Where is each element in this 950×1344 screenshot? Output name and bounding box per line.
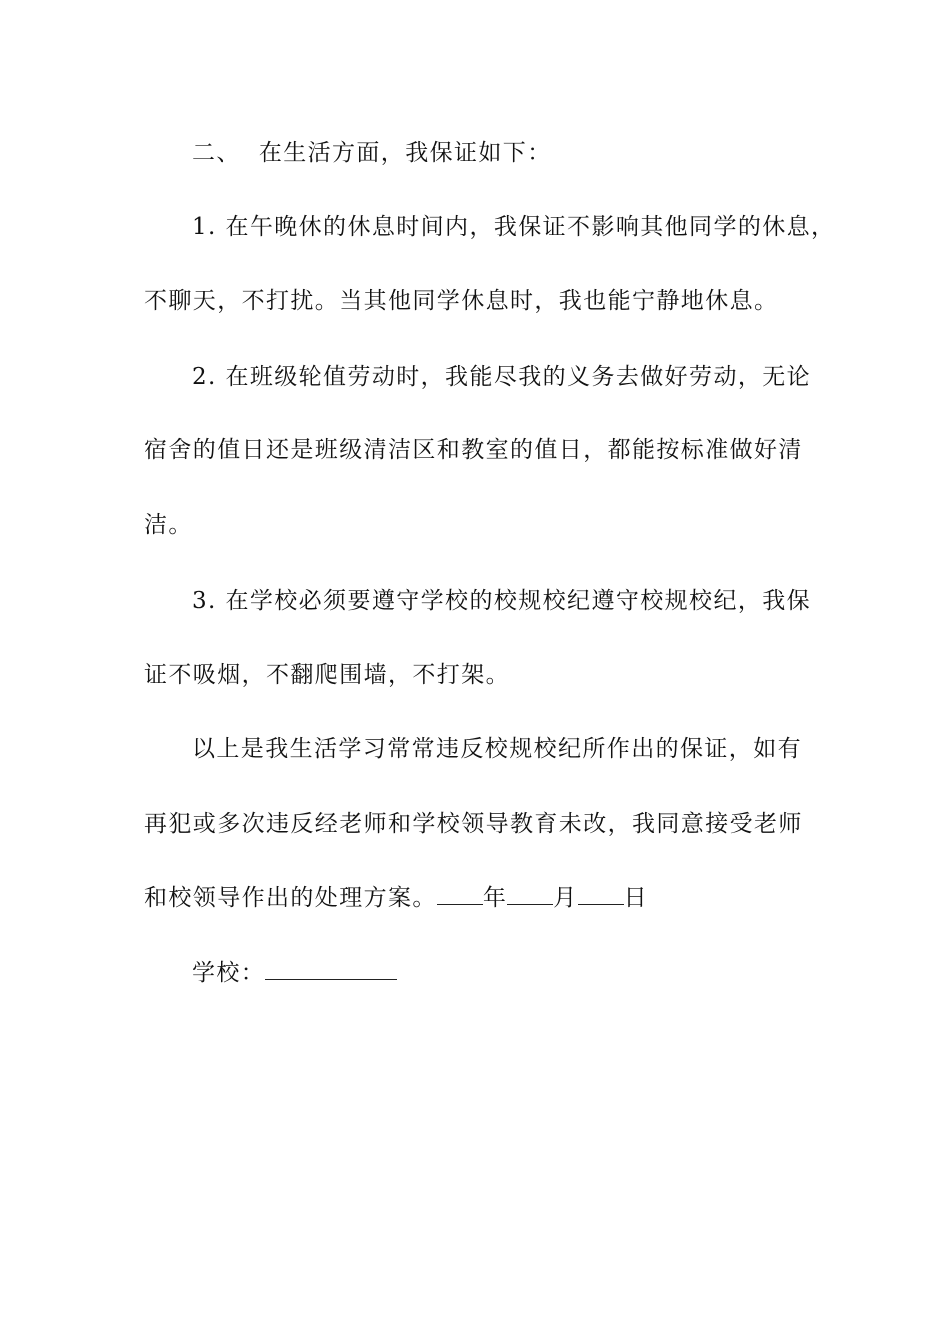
year-label: 年 <box>482 885 508 911</box>
school-blank <box>265 959 397 980</box>
month-label: 月 <box>553 885 578 911</box>
closing-line-1: 以上是我生活学习常常违反校规校纪所作出的保证，如有 <box>192 736 802 762</box>
item-1-line-2: 不聊天，不打扰。当其他同学休息时，我也能宁静地休息。 <box>144 288 779 314</box>
section-title: 在生活方面，我保证如下： <box>258 140 552 166</box>
day-label: 日 <box>623 885 649 911</box>
closing-line-2: 再犯或多次违反经老师和学校领导教育未改，我同意接受老师 <box>144 811 803 837</box>
section-heading <box>192 138 552 168</box>
school-line <box>192 958 397 988</box>
item-2-line-3: 洁。 <box>144 512 193 538</box>
section-number: 二、 <box>192 140 241 166</box>
item-2-line-1: 2. 在班级轮值劳动时，我能尽我的义务去做好劳动，无论 <box>192 364 812 390</box>
item-1-line-1: 1. 在午晚休的休息时间内，我保证不影响其他同学的休息， <box>192 214 836 240</box>
closing-text: 和校领导作出的处理方案。 <box>144 885 437 911</box>
item-3-line-2: 证不吸烟，不翻爬围墙，不打架。 <box>144 662 510 688</box>
item-3-line-1: 3. 在学校必须要遵守学校的校规校纪遵守校规校纪，我保 <box>192 588 812 614</box>
closing-line-3 <box>144 883 648 913</box>
month-blank <box>507 884 553 905</box>
item-2-line-2: 宿舍的值日还是班级清洁区和教室的值日，都能按标准做好清 <box>144 437 803 463</box>
day-blank <box>578 884 624 905</box>
year-blank <box>437 884 483 905</box>
school-label: 学校： <box>192 960 266 986</box>
